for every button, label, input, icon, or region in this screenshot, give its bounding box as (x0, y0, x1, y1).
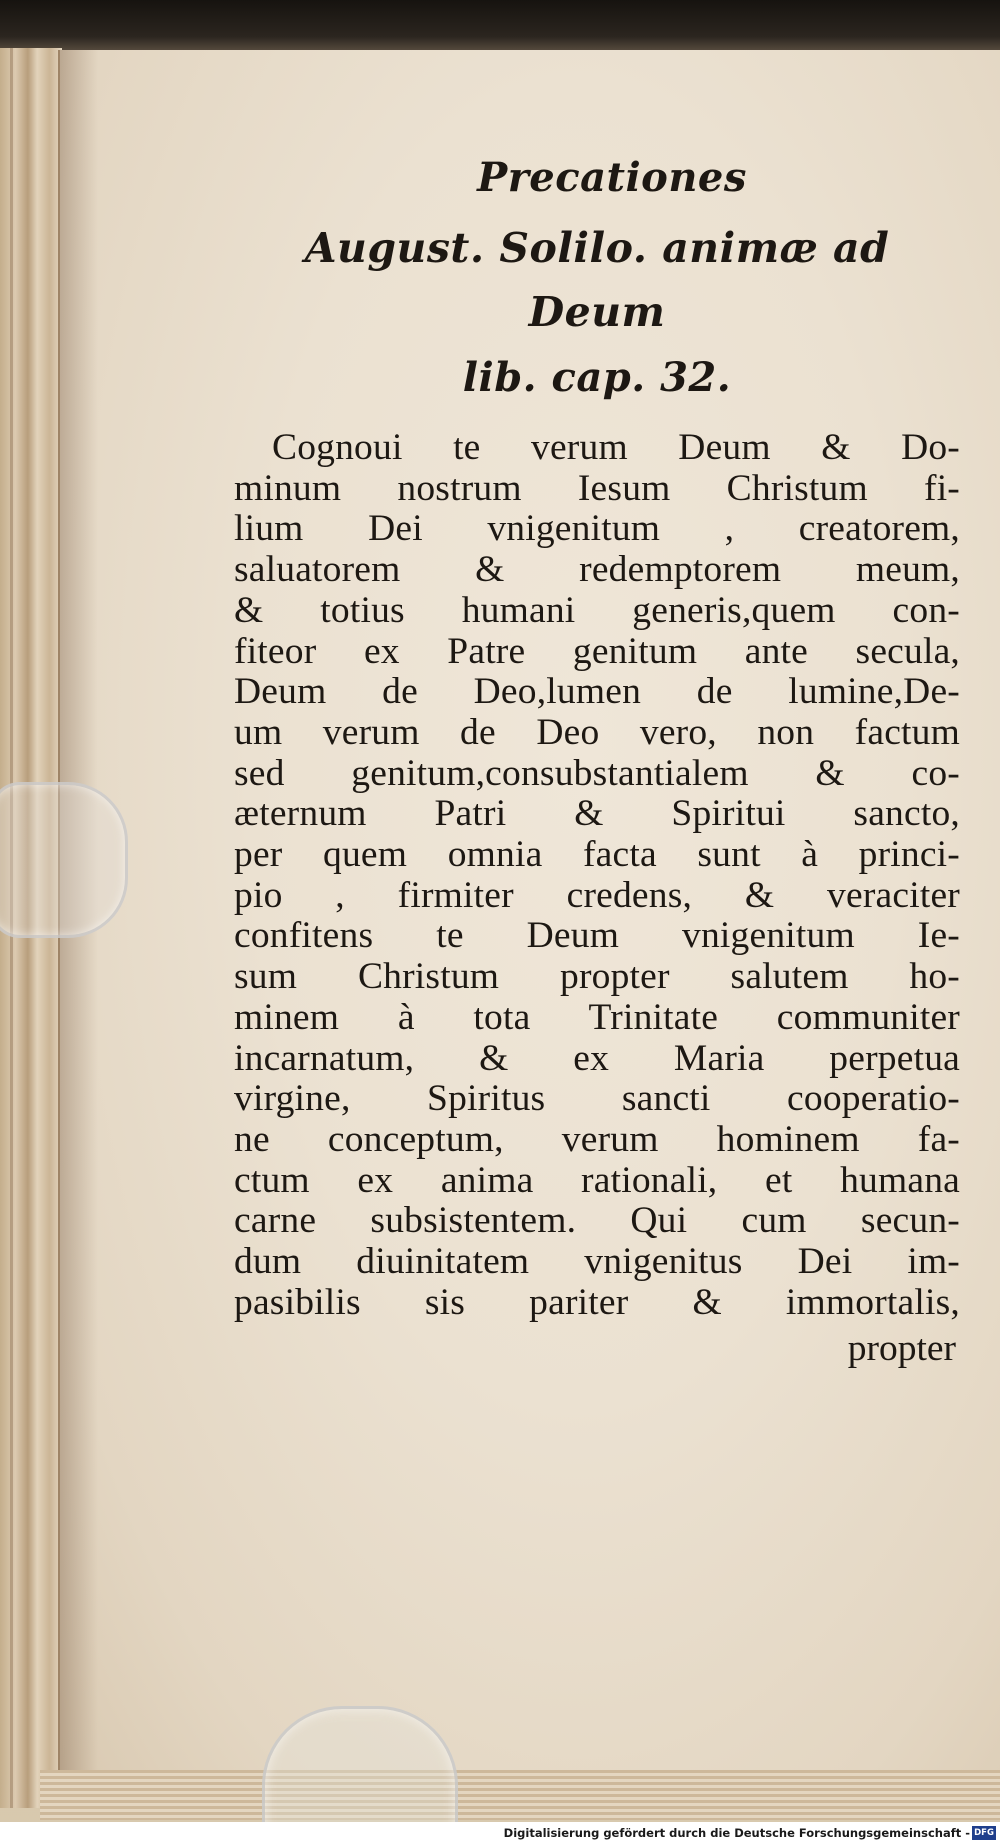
text-line: incarnatum, & ex Maria perpetua (234, 1037, 960, 1079)
page-stack-edges (40, 1770, 1000, 1820)
page-text-block (234, 150, 960, 1371)
text-line: lium Dei vnigenitum , creatorem, (234, 508, 960, 550)
text-line: sed genitum,consubstantialem & co- (234, 752, 960, 794)
text-line: minem à tota Trinitate communiter (234, 996, 960, 1038)
dfg-logo-icon: DFG (972, 1826, 996, 1840)
text-line: virgine, Spiritus sancti cooperatio- (234, 1078, 960, 1120)
text-line: carne subsistentem. Qui cum secun- (234, 1200, 960, 1242)
text-line: æternum Patri & Spiritui sancto, (234, 793, 960, 835)
text-line: ctum ex anima rationali, et humana (234, 1159, 960, 1201)
text-line: pio , firmiter credens, & veraciter (234, 874, 960, 916)
text-line: Cognoui te verum Deum & Do- (272, 427, 960, 468)
running-heading: Precationes (477, 154, 747, 201)
text-line: Deum de Deo,lumen de lumine,De- (234, 671, 960, 713)
catchword: propter (847, 1328, 956, 1370)
text-line: fiteor ex Patre genitum ante secula, (234, 630, 960, 672)
text-line: minum nostrum Iesum Christum fi- (234, 467, 960, 509)
section-title: August. Solilo. animæ ad Deum (304, 224, 890, 336)
text-line: saluatorem & redemptorem meum, (234, 549, 960, 591)
prayer-body (234, 428, 960, 1371)
text-line: confitens te Deum vnigenitum Ie- (234, 915, 960, 957)
text-line: & totius humani generis,quem con- (234, 589, 960, 631)
text-line: sum Christum propter salutem ho- (234, 956, 960, 998)
text-line: um verum de Deo vero, non factum (234, 711, 960, 753)
text-line: pasibilis sis pariter & immortalis, (234, 1281, 960, 1323)
text-line: ne conceptum, verum hominem fa- (234, 1118, 960, 1160)
funding-credit: Digitalisierung gefördert durch die Deutsche Forschungsgemeinschaft - (503, 1826, 970, 1840)
section-reference: lib. cap. 32. (462, 354, 732, 401)
text-line: per quem omnia facta sunt à princi- (234, 834, 960, 876)
scan-top-border (0, 0, 1000, 52)
text-line: dum diuinitatem vnigenitus Dei im- (234, 1241, 960, 1283)
page-clamp-left (0, 782, 128, 938)
